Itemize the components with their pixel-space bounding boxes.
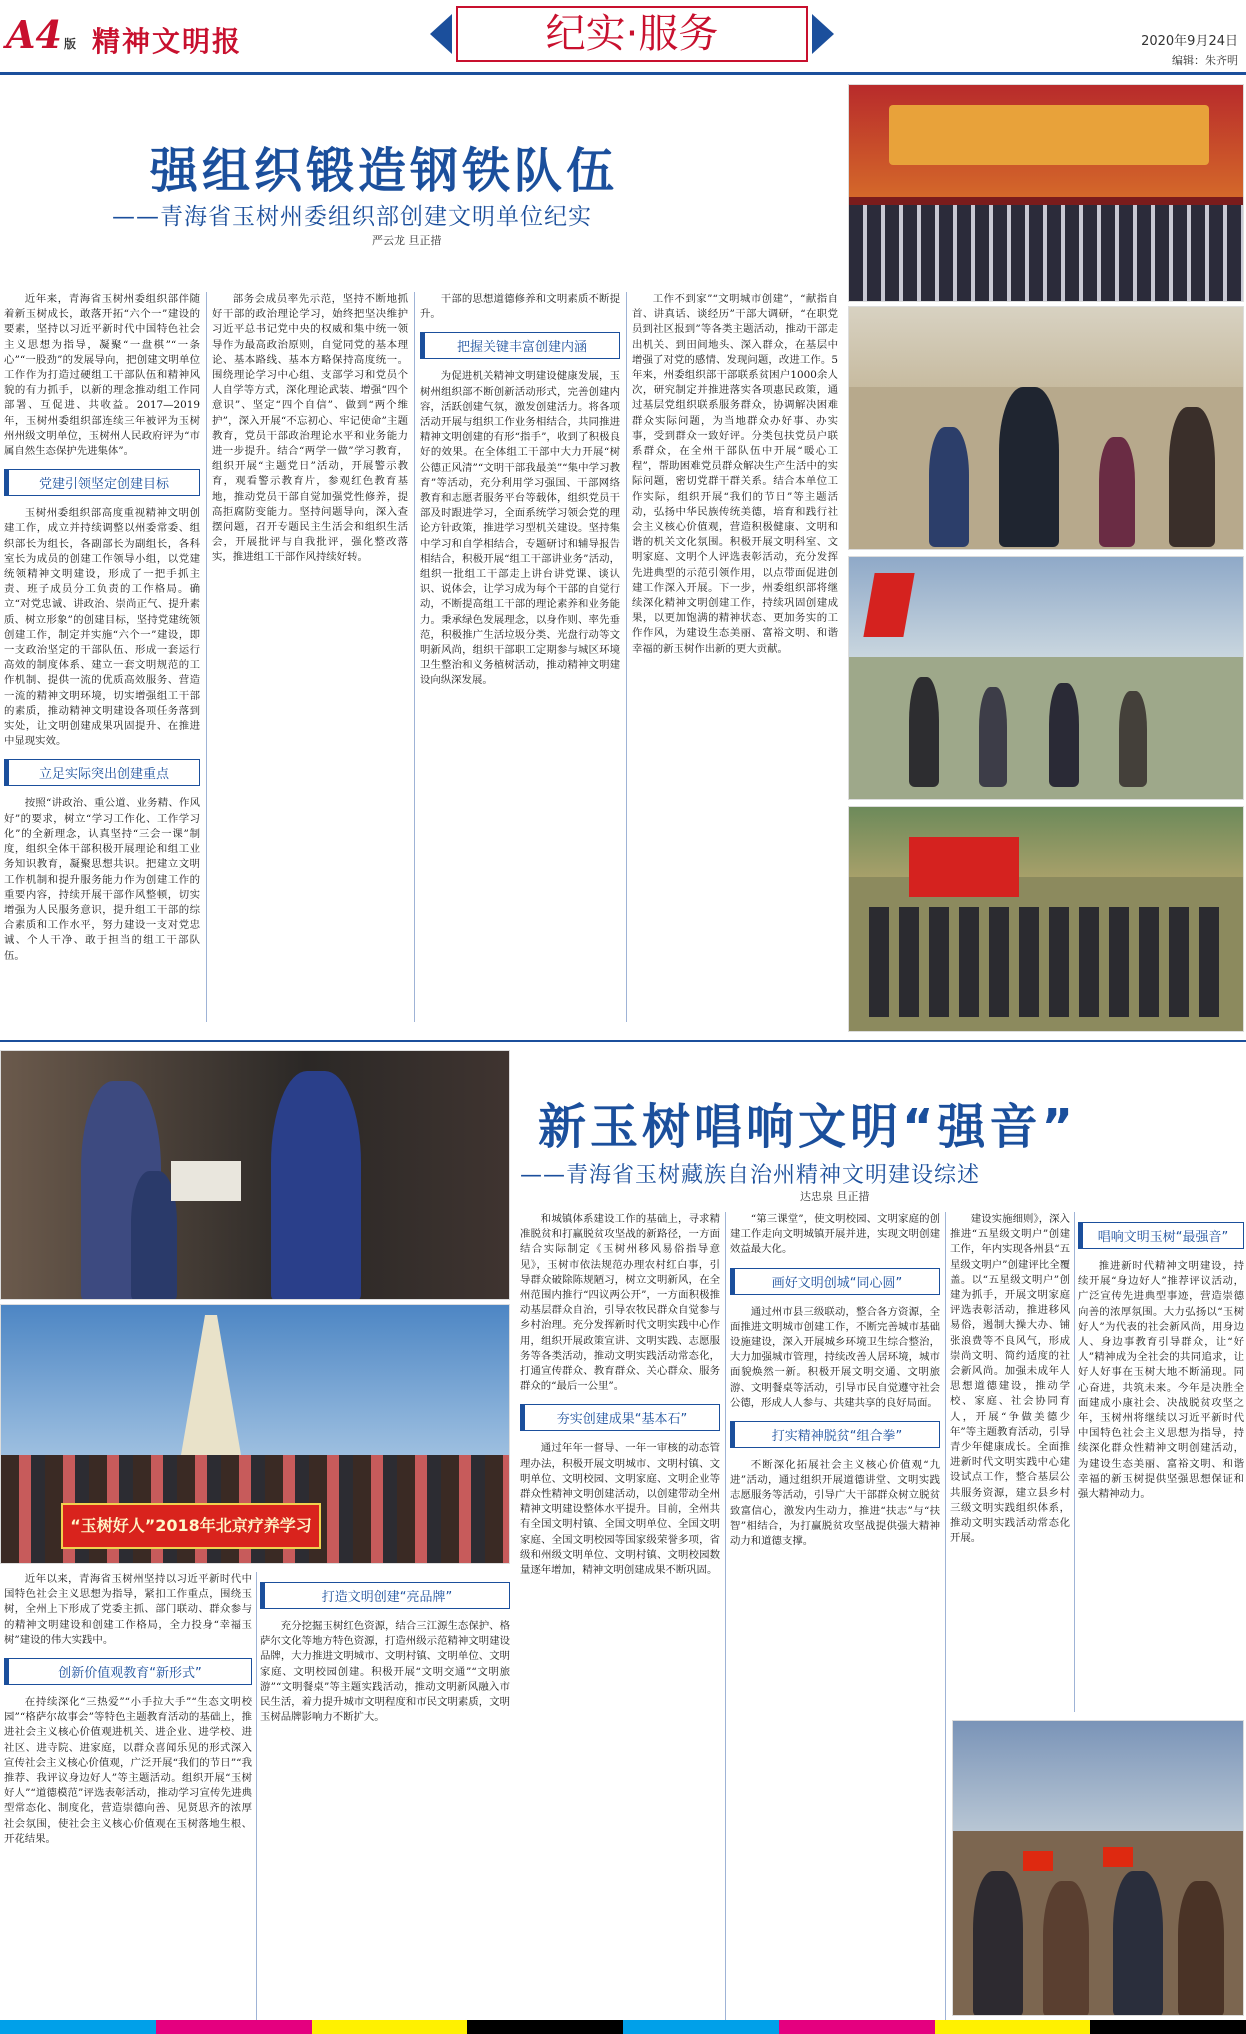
article1-subtitle: ——青海省玉树州委组织部创建文明单位纪实	[112, 204, 592, 230]
article1-col2: 部务会成员率先示范，坚持不断地抓好干部的政治理论学习，始终把坚决维护习近平总书记党中央的权威和集中统一领导作为最高政治原则，自觉同党的基本理论、基本路线、基本方略保持高度统一。围绕理论学习中心组、支部学习和党员个人自学等方式，深化理论武装、增强“四个意识”、坚定“四个自信”、做到“两个维护”，深入开展“不忘初心、牢记使命”主题教育，党员干部政治理论水平和业务能力进一步提升。结合“两学一做”学习教育，组织开展“主题党日”活动，开展警示教育，观看警示教育片，参观红色教育基地，推动党员干部自觉加强党性修养，提高拒腐防变能力。坚持问题导向，深入查摆问题，召开专题民主生活会和组织生活会，开展批评与自我批评，强化整改落实，推进组工干部作风持续好转。	[212, 293, 408, 564]
article2-col1b: 打造文明创建“亮品牌” 充分挖掘玉树红色资源，结合三江源生态保护、格萨尔文化等地方特色资源，打造州级示范精神文明建设品牌，大力推进文明城市、文明村镇、文明单位、文明家庭、文明校园创建。积极开展“文明交通”“文明旅游”“文明餐桌”等主题实践活动，推动文明新风融入市民生活，着力提升城市文明程度和市民文明素质，文明玉树品牌影响力不断扩大。	[260, 1572, 510, 2020]
subheading-concentric: 画好文明创城“同心圆”	[730, 1268, 940, 1295]
photo-hiking	[848, 556, 1244, 800]
article2-title: 新玉树唱响文明“强音”	[538, 1099, 1078, 1155]
article1-byline: 严云龙 旦正措	[372, 234, 442, 247]
section-title: 纪实·服务	[456, 6, 808, 62]
photo-group-hill	[848, 806, 1244, 1032]
photo-family-visit	[0, 1050, 510, 1300]
photo-beijing-trip	[0, 1304, 510, 1564]
article2-subtitle: ——青海省玉树藏族自治州精神文明建设综述	[520, 1163, 981, 1188]
article2-col1: 近年以来，青海省玉树州坚持以习近平新时代中国特色社会主义思想为指导，紧扣工作重点，围绕玉树，全州上下形成了党委主抓、部门联动、群众参与的精神文明建设和创建工作格局，全力投身“幸福玉树”建设的伟大实践中。 创新价值观教育“新形式” 在持续深化“三热爱”“小手拉大手”“生态文明校园”“格萨尔故事会”等特色主题教育活动的基础上，推进社会主义核心价值观进机关、进企业、进学校、进社区、进寺院、进家庭，以群众喜闻乐见的形式深入宣传社会主义核心价值观，广泛开展“我们的节日”“我推荐、我评议身边好人”等主题活动。组织开展“玉树好人”“道德模范”评选表彰活动，推动学习宣传先进典型常态化、制度化，营造崇德向善、见贤思齐的浓厚社会氛围，使社会主义核心价值观在玉树落地生根、开花结果。	[4, 1573, 252, 1845]
arrow-left-icon	[430, 14, 452, 54]
subheading-practice-focus: 立足实际突出创建重点	[4, 759, 200, 786]
subheading-party-lead: 党建引领坚定创建目标	[4, 469, 200, 496]
masthead-rule	[0, 72, 1246, 75]
subheading-value-education: 创新价值观教育“新形式”	[4, 1658, 252, 1685]
article2-col4: 建设实施细则》，深入推进“五星级文明户”创建工作，年内实现各州县“五星级文明户”创建评比全覆盖。以“五星级文明户”创建为抓手，开展文明家庭评选表彰活动，推进移风易俗，遏制大操大办、铺张浪费等不良风气，形成崇尚文明、简约适度的社会新风尚。加强未成年人思想道德建设，推动学校、家庭、社会协同育人，开展“争做美德少年”等主题教育活动，引导青少年健康成长。全面推进新时代文明实践中心建设试点工作，整合基层公共服务资源，建立县乡村三级文明实践组织体系，推动文明实践活动常态化开展。	[950, 1213, 1070, 1545]
arrow-right-icon	[812, 14, 834, 54]
subheading-brand: 打造文明创建“亮品牌”	[260, 1582, 510, 1609]
photo-visit	[848, 306, 1244, 550]
article2-byline: 达忠泉 旦正措	[800, 1190, 870, 1203]
article1-col4: 工作不到家”“文明城市创建”，“献指自首、讲真话、谈经历”干部大调研，“在职党员到社区报到”等各类主题活动，推动干部走出机关、到田间地头、深入群众，在基层中增强了对党的感情、发现问题，改进工作。5年来，州委组织部干部联系贫困户1000余人次，研究制定并推进落实各项惠民政策，通过基层党组织联系服务群众，协调解决困难群众实际问题，为当地群众办好事、办实事，受到群众一致好评。分类包扶党员户联系群众，在全州干部队伍中开展“暖心工程”，帮助困难党员群众解决生产生活中的实际问题，密切党群干群关系。结合本单位工作实际，组织开展“我们的节日”等主题活动，弘扬中华民族传统美德，培育和践行社会主义核心价值观，营造积极健康、文明和谐的机关文化氛围。积极开展文明科室、文明家庭、文明个人评选表彰活动，充分发挥先进典型的示范引领作用，以点带面促进创建工作深入开展。下一步，州委组织部将继续深化精神文明创建工作，持续巩固创建成果，以更加饱满的精神状态、更加务实的工作作风，为建设生态美丽、富裕文明、和谐幸福的新玉树作出新的更大贡献。	[632, 293, 838, 655]
page-number: A4 版	[6, 12, 76, 57]
issue-date: 2020年9月24日	[1141, 34, 1238, 49]
masthead	[0, 0, 1246, 72]
newspaper-name: 精神文明报	[92, 25, 243, 58]
subheading-poverty: 打实精神脱贫“组合拳”	[730, 1421, 940, 1448]
print-color-bar	[0, 2020, 1246, 2034]
photo-children-flags	[952, 1720, 1244, 2016]
article2-col2: 和城镇体系建设工作的基础上，寻求精准脱贫和打赢脱贫攻坚战的新路径，一方面结合实际制定《玉树州移风易俗指导意见》，玉树市依法规范办理农村红白事，引导群众破除陈规陋习，树立文明新风，在全州范围内推行“四议两公开”，一方面积极推动基层群众自治，引导农牧民群众自觉参与乡村治理。充分发挥新时代文明实践中心作用，组织开展政策宣讲、文明实践、志愿服务等各类活动，推动文明实践活动常态化，打通宣传群众、教育群众、关心群众、服务群众的“最后一公里”。 夯实创建成果“基本石” 通过年年一督导、一年一审核的动态管理办法，积极开展文明城市、文明村镇、文明单位、文明校园、文明家庭、文明企业等群众性精神文明创建活动，以创建带动全州精神文明建设整体水平提升。目前，全州共有全国文明村镇、全国文明单位、全国文明家庭、全国文明校园等国家级荣誉多项，省级和州级文明单位、文明村镇、文明校园数量逐年增加，精神文明创建成果不断巩固。	[520, 1213, 720, 1577]
photo-ceremony	[848, 84, 1244, 302]
article1-col3: 干部的思想道德修养和文明素质不断提升。 把握关键丰富创建内涵 为促进机关精神文明建设健康发展，玉树州组织部不断创新活动形式，完善创建内容，活跃创建气氛，激发创建活力。将各项活动开展与组织工作业务相结合，共同推进精神文明创建的有形“指手”，收到了积极良好的效果。在全体组工干部中大力开展“树公德正风清”“文明干部我最美”“集中学习教育”等活动，充分利用学习强国、干部网络教育和志愿者服务平台等载体，组织党员干部及时跟进学习，全面系统学习领会党的理论方针政策，推进学习型机关建设。坚持集中学习和自学相结合，专题研讨和辅导报告相结合，积极开展“组工干部讲业务”活动，组织一批组工干部走上讲台讲党课、谈认识、说体会，让学习成为每个干部的自觉行动，不断提高组工干部的理论素养和业务能力。秉承绿色发展理念，以身作则、率先垂范，积极推广生活垃圾分类、光盘行动等文明新风尚，组织干部职工定期参与城区环境卫生整治和义务植树活动，推动精神文明建设向纵深发展。	[420, 293, 620, 687]
editor-credit: 编辑：朱齐明	[1172, 54, 1238, 67]
photo-banner: “玉树好人”2018年北京疗养学习	[61, 1503, 321, 1549]
article1-col1: 近年来，青海省玉树州委组织部伴随着新玉树成长，敢落开拓“六个一”建设的要素，坚持以习近平新时代中国特色社会主义思想为指导，凝聚“一盘棋”“一条心”“一股劲”的发展导向，把创建文明单位工作作为打造过硬组工干部队伍和精神风貌的有力抓手，以新的理念推动组工作同部署、互促进、共收益。2017—2019年，玉树州委组织部连续三年被评为玉树州州级文明单位，玉树州人民政府评为“市属自然生态保护先进集体”。 党建引领坚定创建目标 玉树州委组织部高度重视精神文明创建工作，成立并持续调整以州委常委、组织部长为组长，各副部长为副组长，各科室长为成员的创建工作领导小组，以党建统领精神文明建设，形成了一把手抓主责、班子成员分工负责的工作格局。确立“对党忠诚、讲政治、崇尚正气、提升素质、树立形象”的创建目标，坚持党建统领创建工作，制定并实施“六个一”建设，即一支政治坚定的干部队伍、形成一套运行高效的制度体系、建立一套文明规范的工作机制、提供一流的优质高效服务、营造一流的精神文明环境，切实增强组工干部的素质，推动精神文明建设各项任务落到实处，让文明创建成果巩固提升、在推进中显现实效。 立足实际突出创建重点 按照“讲政治、重公道、业务精、作风好”的要求，树立“学习工作化、工作学习化”的全新理念，认真坚持“三会一课”制度，组织全体干部积极开展理论和组工业务知识教育，凝聚思想共识。把建立文明工作机制和提升服务能力作为创建工作的重要内容，持续开展干部作风整顿，切实增强为人民服务意识，提升组工干部的综合素质和工作水平，努力建设一支对党忠诚、个人干净、敢于担当的组工干部队伍。	[4, 293, 200, 962]
subheading-foundation: 夯实创建成果“基本石”	[520, 1404, 720, 1431]
subheading-strong-voice: 唱响文明玉树“最强音”	[1078, 1222, 1244, 1249]
subheading-key-content: 把握关键丰富创建内涵	[420, 332, 620, 359]
article2-col5: 唱响文明玉树“最强音” 推进新时代精神文明建设，持续开展“身边好人”推荐评议活动，广泛宣传先进典型事迹，营造崇德向善的浓厚氛围。大力弘扬以“玉树好人”为代表的社会新风尚，用身边人、身边事教育引导群众，让“好人”精神成为全社会的共同追求，让好人好事在玉树大地不断涌现。同心奋进，共筑未来。今年是决胜全面建成小康社会、决战脱贫攻坚之年，玉树州将继续以习近平新时代中国特色社会主义思想为指导，持续深化群众性精神文明创建活动，为建设生态美丽、富裕文明、和谐幸福的新玉树提供坚强思想保证和强大精神动力。	[1078, 1212, 1244, 1712]
article-divider	[0, 1040, 1246, 1042]
article1-title: 强组织锻造钢铁队伍	[150, 143, 619, 199]
article2-col3: “第三课堂”，使文明校园、文明家庭的创建工作走向文明城镇开展并进，实现文明创建效益最大化。 画好文明创城“同心圆” 通过州市县三级联动，整合各方资源，全面推进文明城市创建工作，不断完善城市基础设施建设，深入开展城乡环境卫生综合整治，大力加强城市管理，持续改善人居环境，城市面貌焕然一新。积极开展文明交通、文明旅游、文明餐桌等活动，引导市民自觉遵守社会公德，形成人人参与、共建共享的良好局面。 打实精神脱贫“组合拳” 不断深化拓展社会主义核心价值观“九进”活动，通过组织开展道德讲堂、文明实践志愿服务等活动，引导广大干部群众树立脱贫致富信心，激发内生动力，推进“扶志”与“扶智”相结合，为打赢脱贫攻坚战提供强大精神动力和道德支撑。	[730, 1213, 940, 1548]
